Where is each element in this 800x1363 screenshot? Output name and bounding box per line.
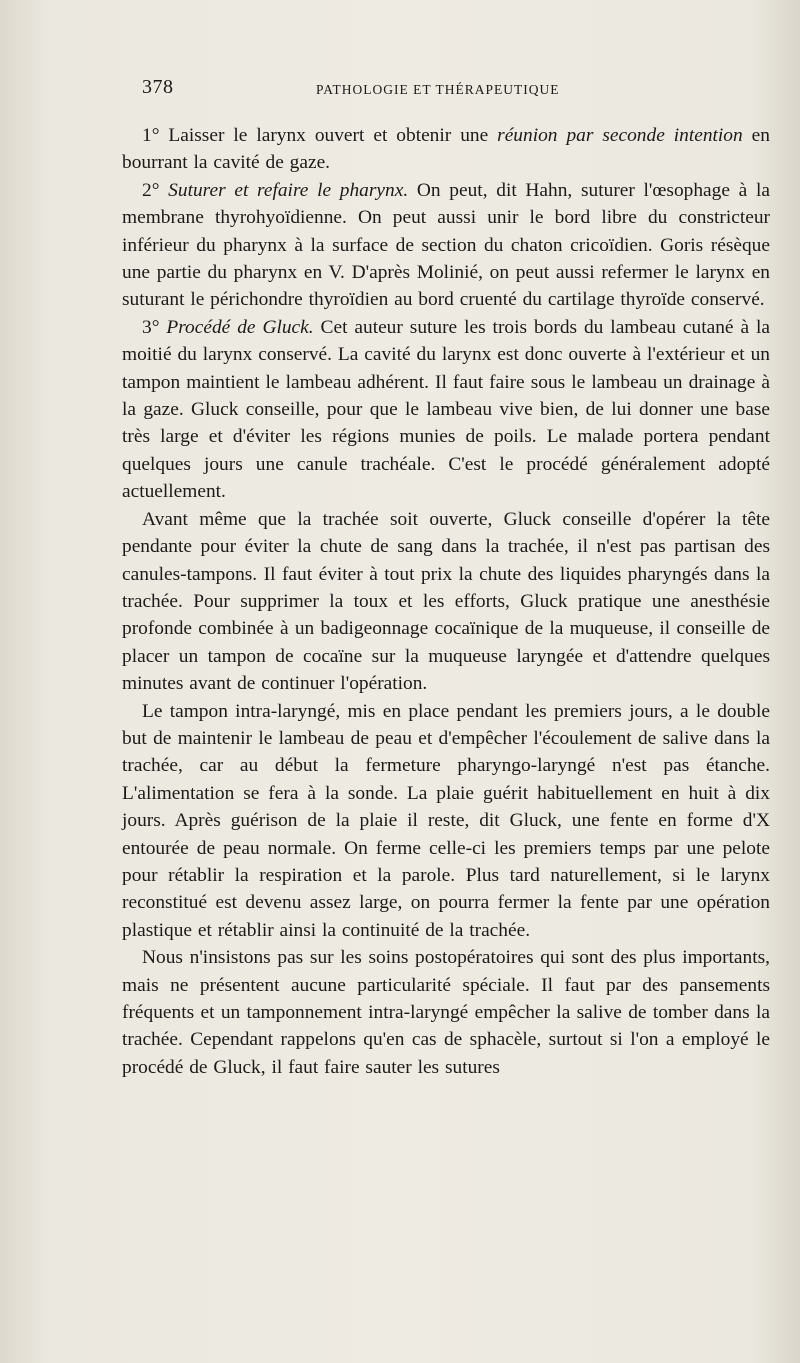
paragraph-6 bbox=[122, 944, 770, 1081]
paragraph-text: Cet auteur suture les trois bords du lambeau cutané à la moitié du larynx conservé. La cavité du larynx est donc ouverte à l'extérieur et un tampon maintient le lambeau adhérent. Il faut faire sous le lambeau un drainage à la gaze. Gluck conseille, pour que le lambeau vive bien, de lui donner une base très large et d'éviter les régions munies de poils. Le malade portera pendant quelques jours une canule trachéale. C'est le procédé généralement adopté actuellement. bbox=[122, 316, 770, 503]
paragraph-1 bbox=[122, 122, 770, 177]
paragraph-text: Le tampon intra-laryngé, mis en place pendant les premiers jours, a le double but de maintenir le lambeau de peau et d'empêcher l'écoulement de salive dans la trachée, car au début la fermeture pharyngo-laryngé n'est pas étanche. L'alimentation se fera à la sonde. La plaie guérit habituellement en huit à dix jours. Après guérison de la plaie il reste, dit Gluck, une fente en forme d'X entourée de peau normale. On ferme celle-ci les premiers temps par une pelote pour rétablir la respiration et la parole. Plus tard naturellement, si le larynx reconstitué est devenu assez large, on pourra fermer la fente par une opération plastique et rétablir ainsi la continuité de la trachée. bbox=[122, 700, 770, 941]
paragraph-italic: réunion par seconde intention bbox=[497, 125, 743, 146]
paragraph-2 bbox=[122, 177, 770, 314]
paragraph-text: 1° Laisser le larynx ouvert et obtenir une bbox=[142, 125, 498, 146]
paragraph-3 bbox=[122, 314, 770, 506]
paragraph-5 bbox=[122, 698, 770, 945]
paragraph-text: Avant même que la trachée soit ouverte, Gluck conseille d'opérer la tête pendante pour éviter la chute de sang dans la trachée, il n'est pas partisan des canules-tampons. Il faut éviter à tout prix la chute des liquides pharyngés dans la trachée. Pour supprimer la toux et les efforts, Gluck pratique une anesthésie profonde combinée à un badigeonnage cocaïnique de la muqueuse, il conseille de placer un tampon de cocaïne sur la muqueuse laryngée et d'attendre quelques minutes avant de continuer l'opération. bbox=[122, 508, 770, 695]
paragraph-italic: Procédé de Gluck. bbox=[166, 316, 314, 338]
paragraph-text: 2° bbox=[142, 179, 169, 201]
paragraph-italic: Suturer et refaire le pharynx. bbox=[168, 179, 409, 201]
paragraph-4 bbox=[122, 506, 770, 698]
paragraph-text: On peut, dit Hahn, suturer l'œsophage à la membrane thyrohyoïdienne. On peut aussi unir le bord libre du constricteur inférieur du pharynx à la surface de section du chaton cricoïdien. Goris résèque une partie du pharynx en V. D'après Molinié, on peut aussi refermer le larynx en suturant le périchondre thyroïdien au bord cruenté du cartilage thyroïde conservé. bbox=[122, 179, 770, 311]
paragraph-text: en bourrant la cavité de gaze. bbox=[122, 125, 770, 174]
body-text bbox=[122, 122, 770, 1081]
paragraph-text: 3° bbox=[142, 316, 167, 338]
paragraph-text: Nous n'insistons pas sur les soins postopératoires qui sont des plus importants, mais ne présentent aucune particularité spéciale. Il faut par des pansements fréquents et un tamponnement intra-laryngé empêcher la salive de tomber dans la trachée. Cependant rappelons qu'en cas de sphacèle, surtout si l'on a employé le procédé de Gluck, il faut faire sauter les sutures bbox=[122, 947, 770, 1078]
running-title: PATHOLOGIE ET THÉRAPEUTIQUE bbox=[316, 82, 560, 97]
page-number: 378 bbox=[142, 76, 174, 98]
page-header bbox=[0, 76, 800, 100]
